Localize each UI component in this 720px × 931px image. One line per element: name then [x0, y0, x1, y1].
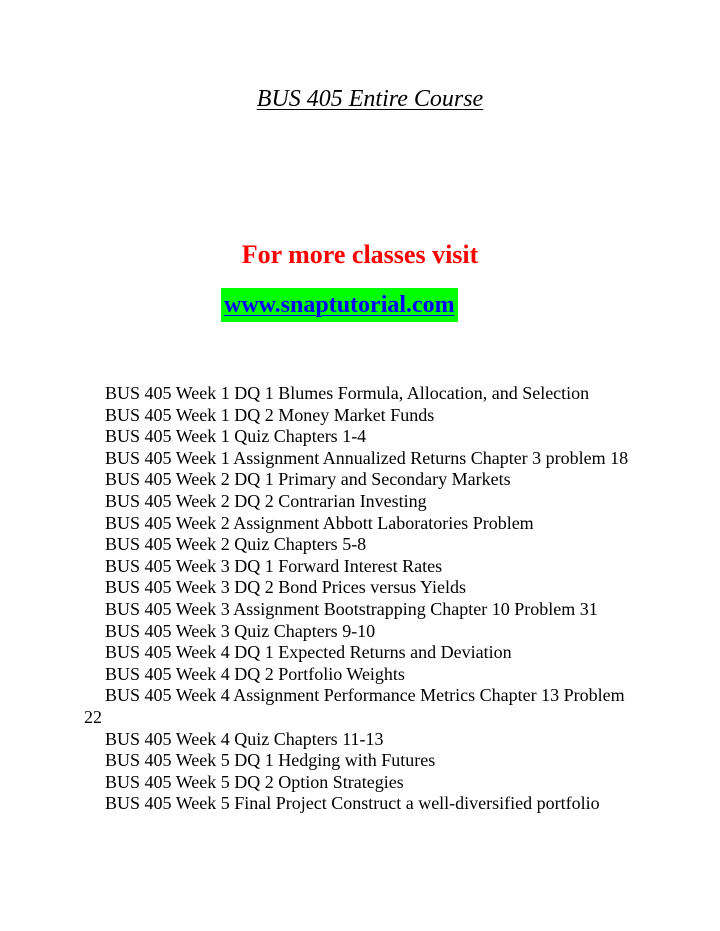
list-item: BUS 405 Week 1 Assignment Annualized Returns Chapter 3 problem 18: [105, 447, 629, 468]
list-item: BUS 405 Week 2 Quiz Chapters 5-8: [105, 534, 367, 555]
list-item: BUS 405 Week 3 DQ 2 Bond Prices versus Yields: [105, 577, 467, 598]
list-item: BUS 405 Week 2 DQ 2 Contrarian Investing: [105, 490, 427, 511]
list-item: BUS 405 Week 3 Quiz Chapters 9-10: [105, 620, 376, 641]
list-item: BUS 405 Week 5 DQ 1 Hedging with Futures: [105, 750, 436, 771]
list-item: BUS 405 Week 4 DQ 2 Portfolio Weights: [105, 663, 405, 684]
list-item: BUS 405 Week 4 Assignment Performance Metrics Chapter 13 Problem 22: [84, 685, 625, 727]
list-item: BUS 405 Week 1 DQ 2 Money Market Funds: [105, 404, 435, 425]
list-item: BUS 405 Week 4 Quiz Chapters 11-13: [105, 728, 384, 749]
list-item: BUS 405 Week 5 DQ 2 Option Strategies: [105, 771, 404, 792]
list-item: BUS 405 Week 2 Assignment Abbott Laboratories Problem: [105, 512, 534, 533]
promo-text: For more classes visit: [241, 240, 479, 269]
list-item: BUS 405 Week 1 Quiz Chapters 1-4: [105, 426, 367, 447]
list-item: BUS 405 Week 4 DQ 1 Expected Returns and Deviation: [105, 642, 512, 663]
website-link[interactable]: www.snaptutorial.com: [221, 288, 458, 322]
list-item: BUS 405 Week 5 Final Project Construct a well-diversified portfolio: [105, 793, 600, 814]
list-item: BUS 405 Week 3 Assignment Bootstrapping Chapter 10 Problem 31: [105, 598, 598, 619]
list-item: BUS 405 Week 2 DQ 1 Primary and Secondary Markets: [105, 469, 511, 490]
course-item-list: [84, 383, 644, 815]
document-title: BUS 405 Entire Course: [256, 86, 484, 112]
list-item: BUS 405 Week 3 DQ 1 Forward Interest Rates: [105, 555, 443, 576]
list-item: BUS 405 Week 1 DQ 1 Blumes Formula, Allocation, and Selection: [105, 383, 590, 403]
